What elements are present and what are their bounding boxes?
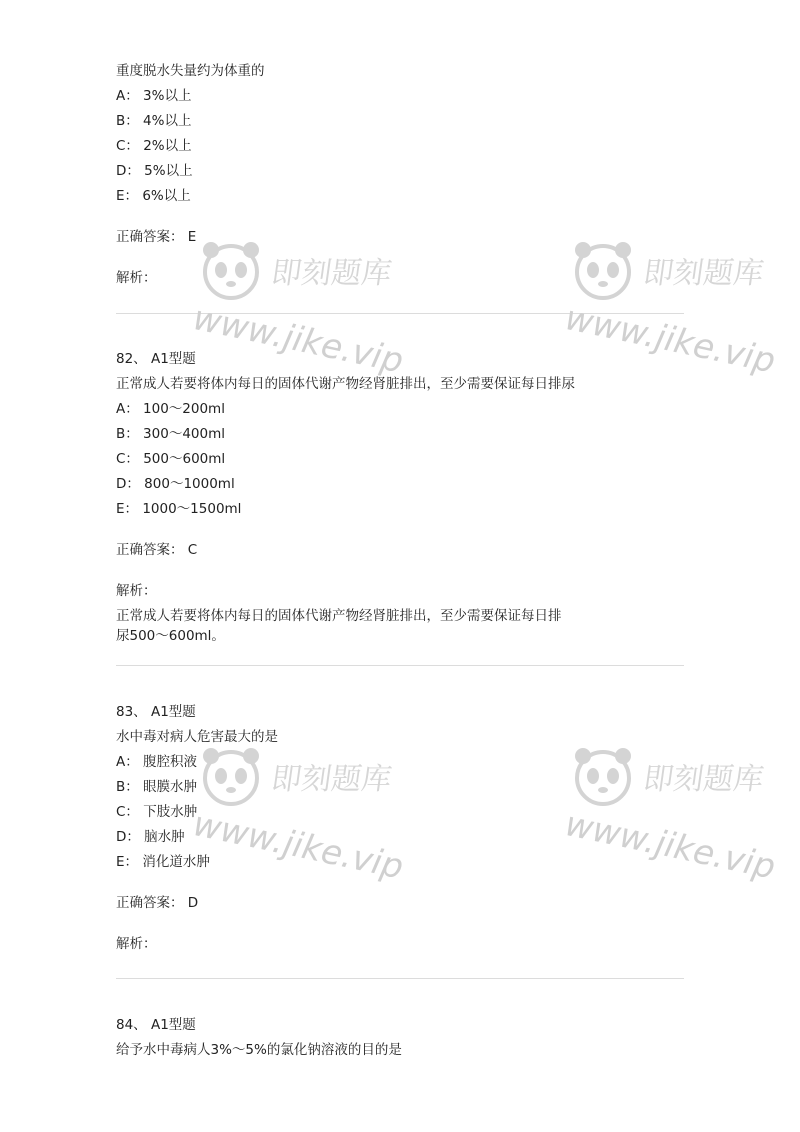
watermark-brand: 即刻题库 [641, 256, 766, 291]
answer-label: 正确答案： [116, 895, 184, 911]
watermark-url: www.jike.vip [561, 298, 779, 382]
watermark-url: www.jike.vip [189, 298, 407, 382]
option-d: D： 5%以上 [116, 163, 193, 179]
watermark-brand: 即刻题库 [269, 762, 394, 797]
question-stem: 重度脱水失量约为体重的 [116, 63, 265, 79]
option-c: C： 2%以上 [116, 138, 192, 154]
analysis-label: 解析： [116, 270, 157, 286]
option-d: D： 800～1000ml [116, 476, 235, 492]
option-e: E： 消化道水肿 [116, 854, 210, 870]
question-divider [116, 313, 684, 314]
watermark-brand: 即刻题库 [641, 762, 766, 797]
answer-label: 正确答案： [116, 229, 184, 245]
watermark [189, 742, 436, 888]
option-c: C： 500～600ml [116, 451, 226, 467]
answer-line [116, 541, 197, 559]
question-stem: 给予水中毒病人3%～5%的氯化钠溶液的目的是 [116, 1042, 402, 1058]
question-stem: 正常成人若要将体内每日的固体代谢产物经肾脏排出，至少需要保证每日排尿 [116, 376, 575, 392]
watermark [189, 236, 436, 382]
panda-logo-icon [196, 236, 266, 306]
panda-logo-icon [196, 742, 266, 812]
question-header: 82、 A1型题 [116, 351, 196, 367]
analysis-text-line: 尿500～600ml。 [116, 628, 225, 644]
question-divider [116, 978, 684, 979]
analysis-label: 解析： [116, 583, 157, 599]
analysis-label: 解析： [116, 936, 157, 952]
answer-label: 正确答案： [116, 542, 184, 558]
option-d: D： 脑水肿 [116, 829, 185, 845]
question-stem: 水中毒对病人危害最大的是 [116, 729, 278, 745]
question-header: 84、 A1型题 [116, 1017, 196, 1033]
option-e: E： 6%以上 [116, 188, 191, 204]
option-a: A： 100～200ml [116, 401, 225, 417]
option-e: E： 1000～1500ml [116, 501, 242, 517]
question-divider [116, 665, 684, 666]
option-a: A： 腹腔积液 [116, 754, 198, 770]
watermark-brand: 即刻题库 [269, 256, 394, 291]
panda-logo-icon [568, 236, 638, 306]
watermark-url: www.jike.vip [189, 804, 407, 888]
question-header: 83、 A1型题 [116, 704, 196, 720]
watermark-url: www.jike.vip [561, 804, 779, 888]
option-b: B： 眼膜水肿 [116, 779, 198, 795]
watermark [561, 236, 779, 382]
option-b: B： 4%以上 [116, 113, 192, 129]
answer-value: D [187, 895, 199, 911]
option-c: C： 下肢水肿 [116, 804, 198, 820]
answer-value: C [187, 542, 198, 558]
answer-line [116, 228, 196, 246]
answer-value: E [187, 229, 197, 245]
analysis-text-line: 正常成人若要将体内每日的固体代谢产物经肾脏排出，至少需要保证每日排 [116, 608, 562, 624]
panda-logo-icon [568, 742, 638, 812]
answer-line [116, 894, 198, 912]
option-a: A： 3%以上 [116, 88, 192, 104]
option-b: B： 300～400ml [116, 426, 225, 442]
watermark [561, 742, 779, 888]
